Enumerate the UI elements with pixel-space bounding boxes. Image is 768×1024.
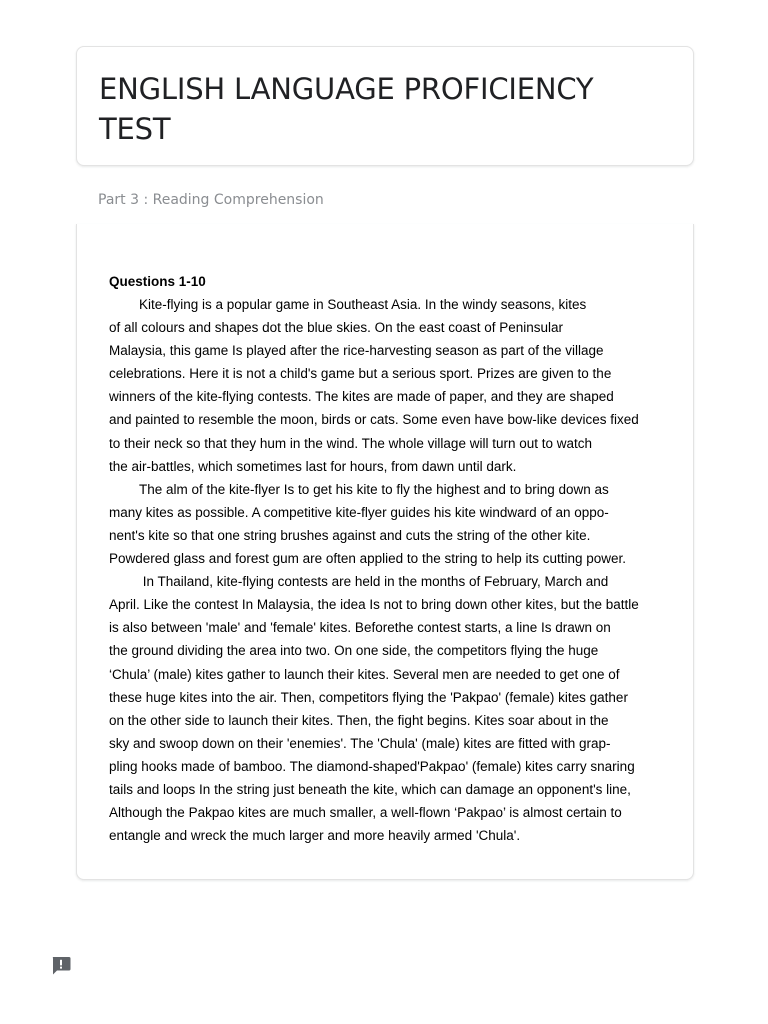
passage-line: pling hooks made of bamboo. The diamond-shaped'Pakpao' (female) kites carry snaring: [109, 758, 635, 774]
passage-line: of all colours and shapes dot the blue skies. On the east coast of Peninsular: [109, 320, 564, 336]
passage-line: many kites as possible. A competitive kite-flyer guides his kite windward of an oppo-: [109, 504, 609, 520]
passage-line: Powdered glass and forest gum are often applied to the string to help its cutting power.: [109, 551, 627, 567]
passage-line: entangle and wreck the much larger and more heavily armed 'Chula'.: [109, 828, 521, 844]
passage-text: [109, 293, 669, 847]
passage-line: In Thailand, kite-flying contests are held in the months of February, March and: [109, 574, 609, 590]
passage-line: Malaysia, this game Is played after the rice-harvesting season as part of the village: [109, 343, 604, 359]
passage-line: winners of the kite-flying contests. The kites are made of paper, and they are shaped: [109, 389, 614, 405]
passage-line: the air-battles, which sometimes last for hours, from dawn until dark.: [109, 458, 517, 474]
passage-line: and painted to resemble the moon, birds or cats. Some even have bow-like devices fixed: [109, 412, 639, 428]
reading-passage-card: [76, 224, 694, 880]
section-title: Part 3 : Reading Comprehension: [98, 192, 324, 208]
form-title-card: [76, 46, 694, 166]
passage-line: April. Like the contest In Malaysia, the idea Is not to bring down other kites, but the battle: [109, 597, 639, 613]
form-title: ENGLISH LANGUAGE PROFICIENCY TEST: [99, 72, 594, 146]
passage-line: celebrations. Here it is not a child's game but a serious sport. Prizes are given to the: [109, 366, 612, 382]
passage-line: sky and swoop down on their 'enemies'. The 'Chula' (male) kites are fitted with grap-: [109, 735, 611, 751]
passage-line: is also between 'male' and 'female' kites. Beforethe contest starts, a line Is drawn on: [109, 620, 611, 636]
questions-heading: Questions 1-10: [109, 274, 206, 289]
passage-line: ‘Chula’ (male) kites gather to launch their kites. Several men are needed to get one of: [109, 666, 620, 682]
passage-line: The alm of the kite-flyer Is to get his kite to fly the highest and to bring down as: [109, 481, 609, 497]
passage-line: nent's kite so that one string brushes against and cuts the string of the other kite.: [109, 527, 591, 543]
passage-line: Although the Pakpao kites are much smaller, a well-flown ‘Pakpao’ is almost certain to: [109, 805, 622, 821]
feedback-button[interactable]: [50, 954, 72, 976]
passage-line: the ground dividing the area into two. On one side, the competitors flying the huge: [109, 643, 599, 659]
passage-line: these huge kites into the air. Then, competitors flying the 'Pakpao' (female) kites gather: [109, 689, 628, 705]
passage-line: tails and loops In the string just beneath the kite, which can damage an opponent's line,: [109, 781, 631, 797]
passage-line: to their neck so that they hum in the wind. The whole village will turn out to watch: [109, 435, 593, 451]
report-problem-icon: [50, 954, 72, 976]
passage-line: on the other side to launch their kites. Then, the fight begins. Kites soar about in the: [109, 712, 609, 728]
passage-line: Kite-flying is a popular game in Southeast Asia. In the windy seasons, kites: [109, 297, 587, 312]
reading-passage: [109, 270, 669, 847]
